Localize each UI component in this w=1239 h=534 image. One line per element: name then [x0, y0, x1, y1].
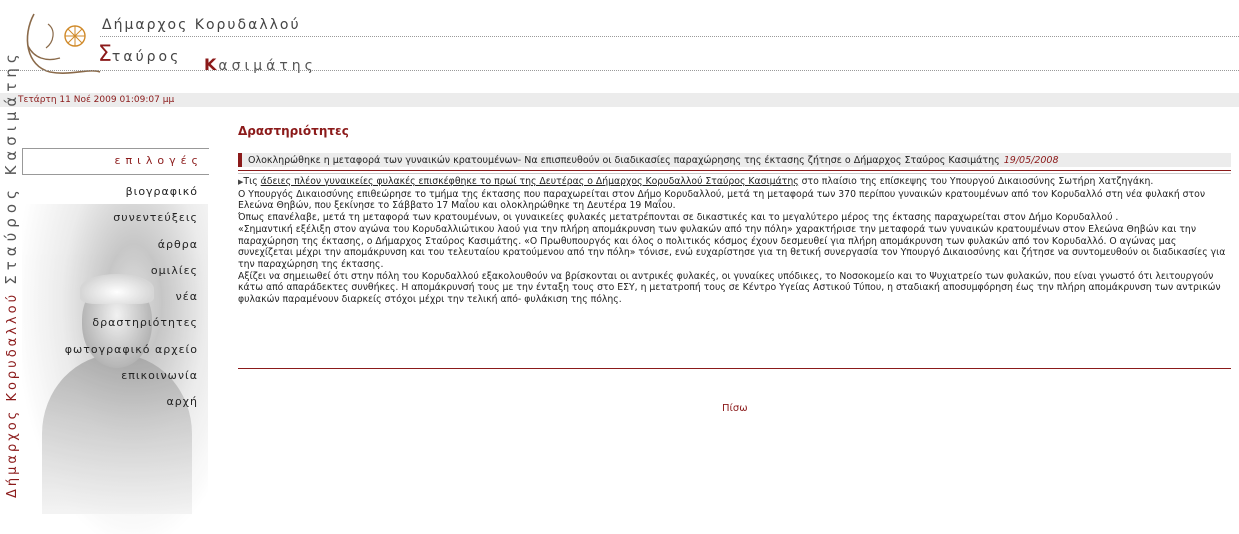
article-title-bar — [238, 153, 1231, 167]
article-date: 19/05/2008 — [1003, 155, 1059, 166]
article-paragraph: «Σημαντική εξέλιξη στον αγώνα του Κορυδαλλιώτικου λαού για την πλήρη απομάκρυνση των φυλακών από την πόλη» χαρακτήρισε την μεταφορά των γυναικών κρατουμένων στον Ελεώνα Θηβών και την παραχώρηση της έκτασης, ο Δήμαρχος Σταύρος Κασιμάτης. «Ο Πρωθυπουργός και όλος ο πολιτικός κόσμος έχουν δεσμευθεί για πλήρη απομάκρυνση των φυλακών από τον Κορυδαλλό. Ο αγώνας μας συνεχίζεται μέχρι την απομάκρυνση και του τελευταίου κρατούμενου από την πόλη» τόνισε, ενώ ευχαρίστησε για τη θετική συνεργασία τον Υπουργό Δικαιοσύνης και ζήτησε να συντομευθούν οι διαδικασίες για την παραχώρηση της έκτασης. — [238, 223, 1226, 270]
sidebar-item-articles[interactable]: άρθρα — [157, 237, 198, 251]
article-lead: ▶Τις άδειες πλέον γυναικείες φυλακές επισκέφθηκε το πρωί της Δευτέρας ο Δήμαρχος Κορυδαλλού Σταύρος Κασιμάτης στο πλαίσιο της επίσκεψης του Υπουργού Δικαιοσύνης Σωτήρη Χατζηγάκη. — [238, 176, 1154, 187]
sidebar-item-activities[interactable]: δραστηριότητες — [92, 316, 198, 330]
current-datetime: Τετάρτη 11 Νοέ 2009 01:09:07 μμ — [18, 95, 175, 105]
first-name: Σταύρος — [98, 42, 182, 67]
header-dotted-line — [0, 70, 1239, 71]
section-title: Δραστηριότητες — [238, 124, 349, 138]
last-name: Κασιμάτης — [204, 55, 317, 74]
article-title: Ολοκληρώθηκε η μεταφορά των γυναικών κρατουμένων- Να επισπευθούν οι διαδικασίες παραχώρησης της έκτασης ζήτησε ο Δήμαρχος Σταύρος Κασιμάτης — [248, 155, 1000, 166]
bullet-arrow-icon: ▶ — [238, 178, 244, 186]
divider — [238, 368, 1231, 369]
header-dotted-line — [100, 36, 1239, 37]
article-link[interactable]: άδειες πλέον γυναικείες φυλακές επισκέφθηκε το πρωί της Δευτέρας ο Δήμαρχος Κορυδαλλού Σταύρος Κασιμάτης — [260, 176, 799, 187]
sidebar — [22, 148, 208, 501]
site-header — [0, 0, 1239, 90]
sidebar-item-news[interactable]: νέα — [175, 290, 198, 304]
divider — [238, 170, 1231, 171]
back-link[interactable]: Πίσω — [722, 403, 748, 414]
sidebar-item-speeches[interactable]: ομιλίες — [150, 263, 198, 277]
article-paragraph: Ο Υπουργός Δικαιοσύνης επιθεώρησε το τμήμα της έκτασης που παραχωρείται στον Δήμο Κορυδαλλού, μετά τη μεταφορά των 370 περίπου γυναικών κρατουμένων από τον Κορυδαλλό στη νέα φυλακή στον Ελεώνα Θηβών, που ξεκίνησε το Σάββατο 17 Μαΐου και ολοκληρώθηκε τη Δευτέρα 19 Μαΐου. — [238, 188, 1206, 212]
article-body — [238, 176, 1228, 306]
article-paragraph: Αξίζει να σημειωθεί ότι στην πόλη του Κορυδαλλού εξακολουθούν να βρίσκονται οι αντρικές φυλακές, οι γυναίκες υπόδικες, το Νοσοκομείο και το Ψυχιατρείο των φυλακών, που είναι γνωστό ότι λειτουργούν κάτω από απαράδεκτες συνθήκες. Η απομάκρυνσή τους με την ένταξη τους στο ΕΣΥ, η μετατροπή τους σε Κέντρο Υγείας Αστικού Τύπου, η σταδιακή αποσυμφόρηση έως την πλήρη απομάκρυνση των αντρικών φυλακών παραμένουν διαρκείς στόχοι μέχρι την τελική από- φυλάκιση της πόλης. — [238, 270, 1221, 306]
vertical-mayor-name: Δήμαρχος Κορυδαλλού Σταύρος Κασιμάτης — [2, 49, 20, 498]
article-paragraph: Όπως επανέλαβε, μετά τη μεταφορά των κρατουμένων, οι γυναικείες φυλακές μετατρέπονται σε δικαστικές και το μεγαλύτερο μέρος της έκτασης παραχωρείται στον Δήμο Κορυδαλλού . — [238, 212, 1119, 224]
mayor-title: Δήμαρχος Κορυδαλλού — [102, 17, 301, 33]
sidebar-item-biography[interactable]: βιογραφικό — [125, 185, 198, 198]
date-bar — [0, 93, 1239, 107]
sidebar-menu — [22, 184, 198, 421]
divider — [238, 173, 1231, 174]
sidebar-item-home[interactable]: αρχή — [166, 395, 198, 409]
menu-heading: επιλογές — [22, 148, 209, 175]
logo-icon — [20, 6, 102, 80]
sidebar-item-interviews[interactable]: συνεντεύξεις — [113, 211, 198, 225]
sidebar-item-contact[interactable]: επικοινωνία — [121, 369, 198, 383]
sidebar-item-photo-archive[interactable]: φωτογραφικό αρχείο — [64, 342, 198, 356]
